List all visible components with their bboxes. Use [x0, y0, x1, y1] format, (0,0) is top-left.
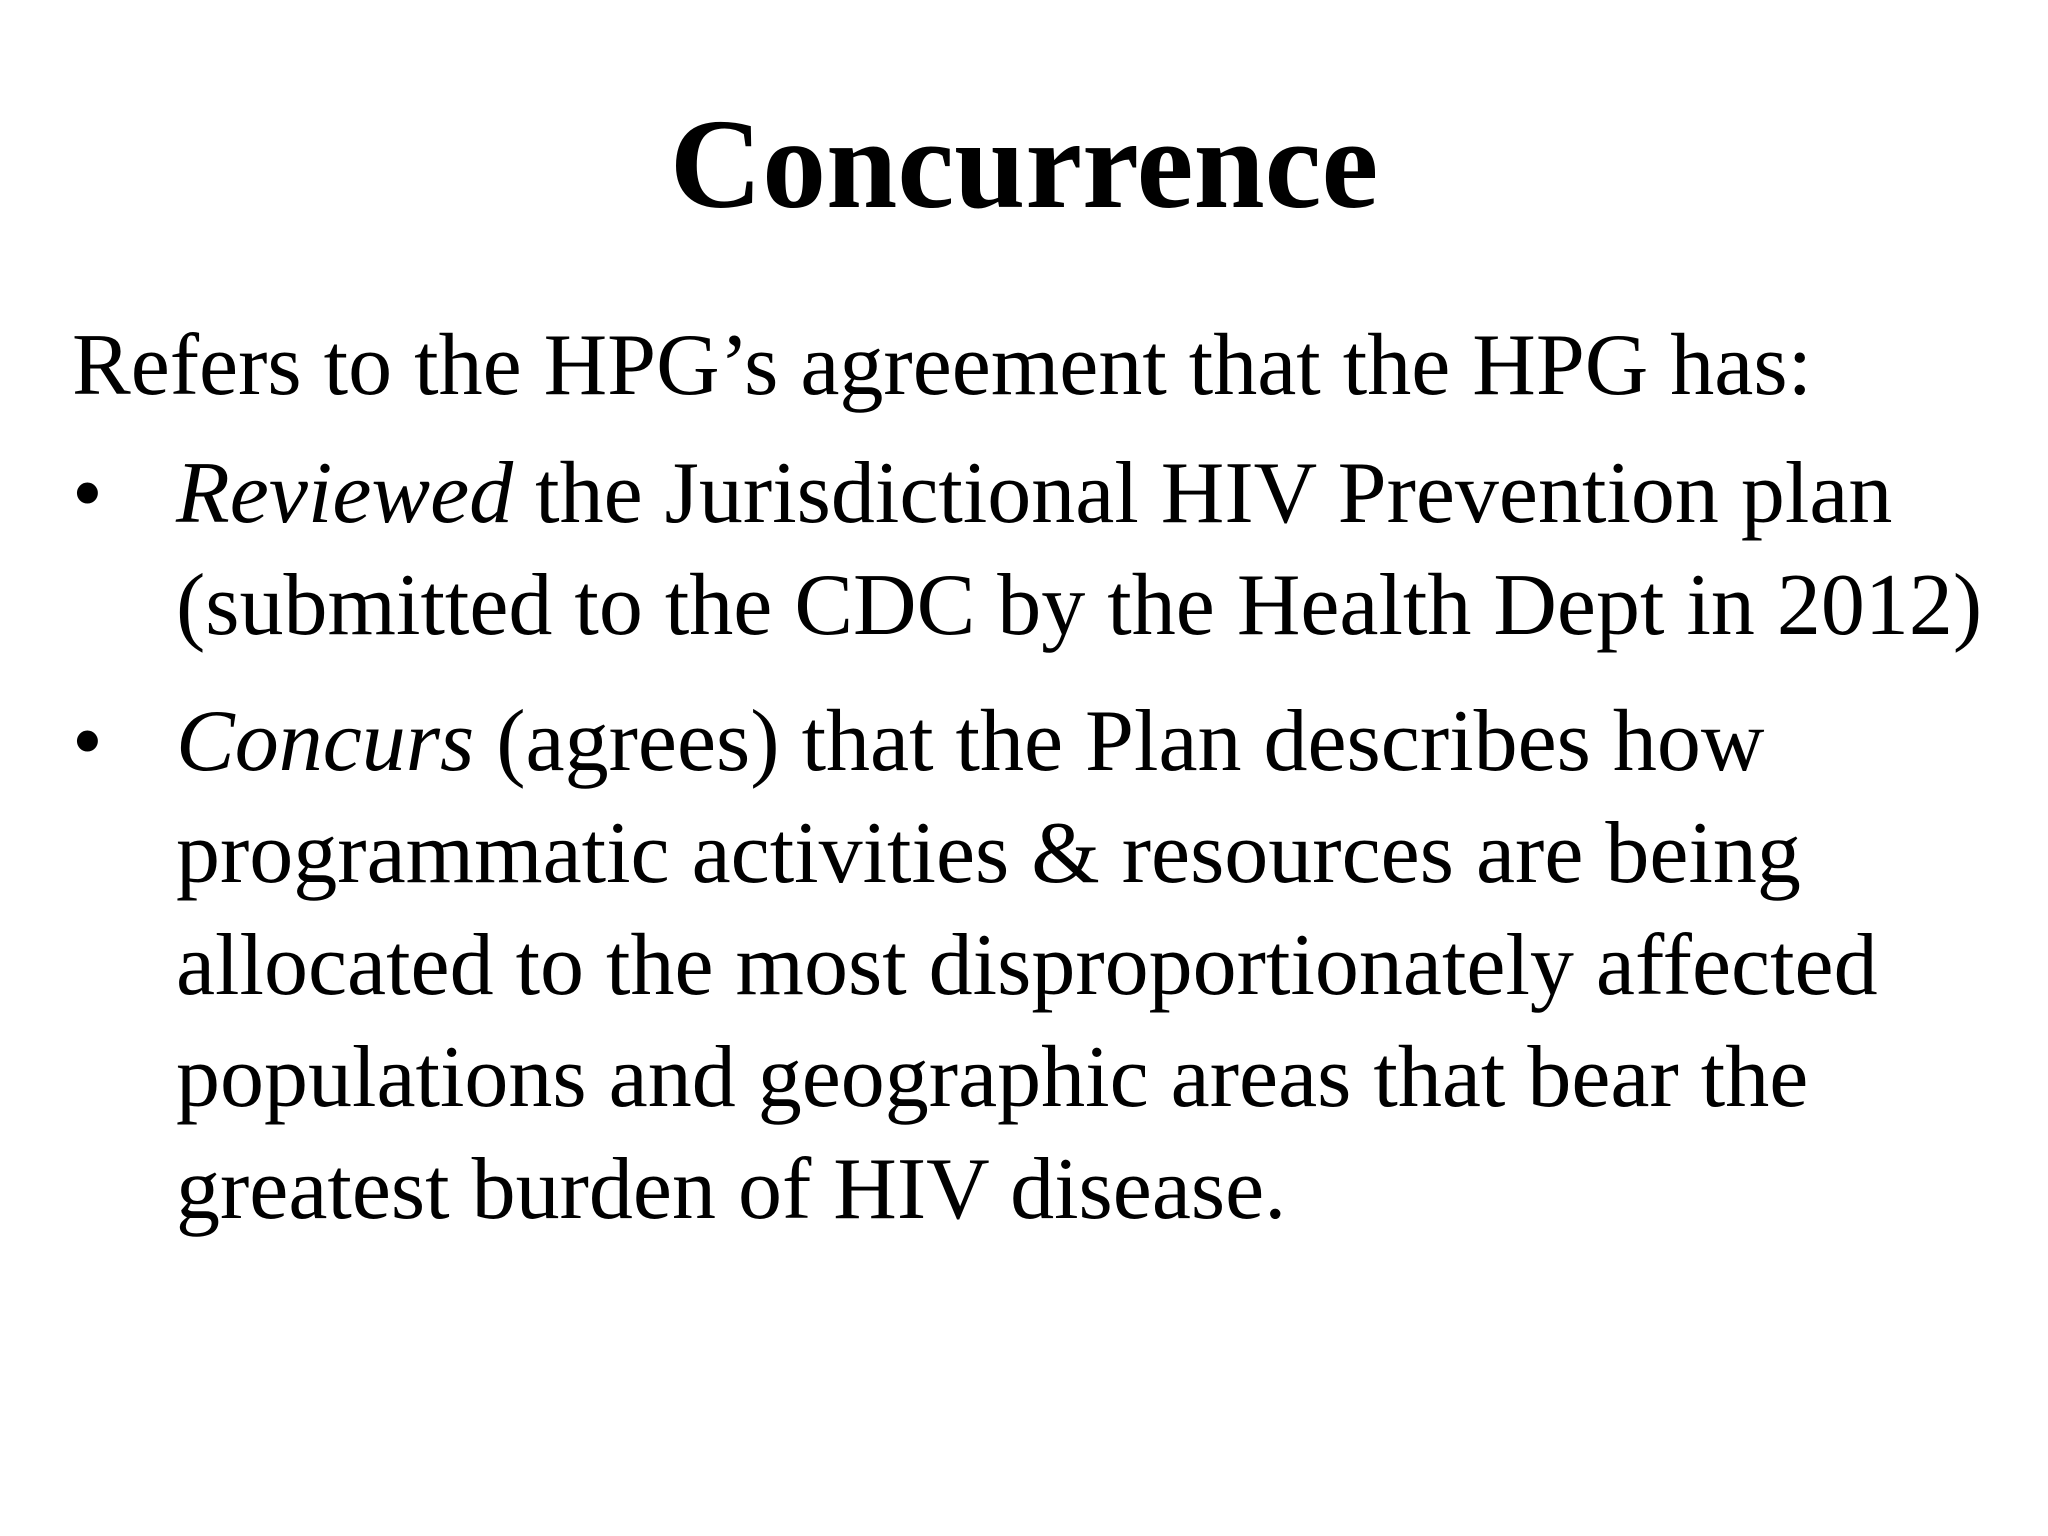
bullet-emphasis: Concurs [176, 693, 475, 790]
bullet-list [72, 438, 2012, 1246]
slide-title: Concurrence [669, 93, 1379, 235]
bullet-text: the Jurisdictional HIV Prevention plan (submitted to the CDC by the Health Dept in 2012) [176, 445, 1983, 654]
bullet-emphasis: Reviewed [176, 445, 514, 542]
intro-text: Refers to the HPG’s agreement that the HPG has: [72, 317, 1813, 414]
bullet-point-icon: • [72, 693, 103, 790]
slide-body [72, 310, 2012, 1270]
bullet-item-concurs [72, 686, 2012, 1246]
bullet-point-icon: • [72, 445, 103, 542]
bullet-item-reviewed [72, 438, 2012, 662]
bullet-text: (agrees) that the Plan describes how programmatic activities & resources are being allocated to the most disproportionately affected populations and geographic areas that bear the greatest burden of HIV disease. [176, 693, 1878, 1238]
